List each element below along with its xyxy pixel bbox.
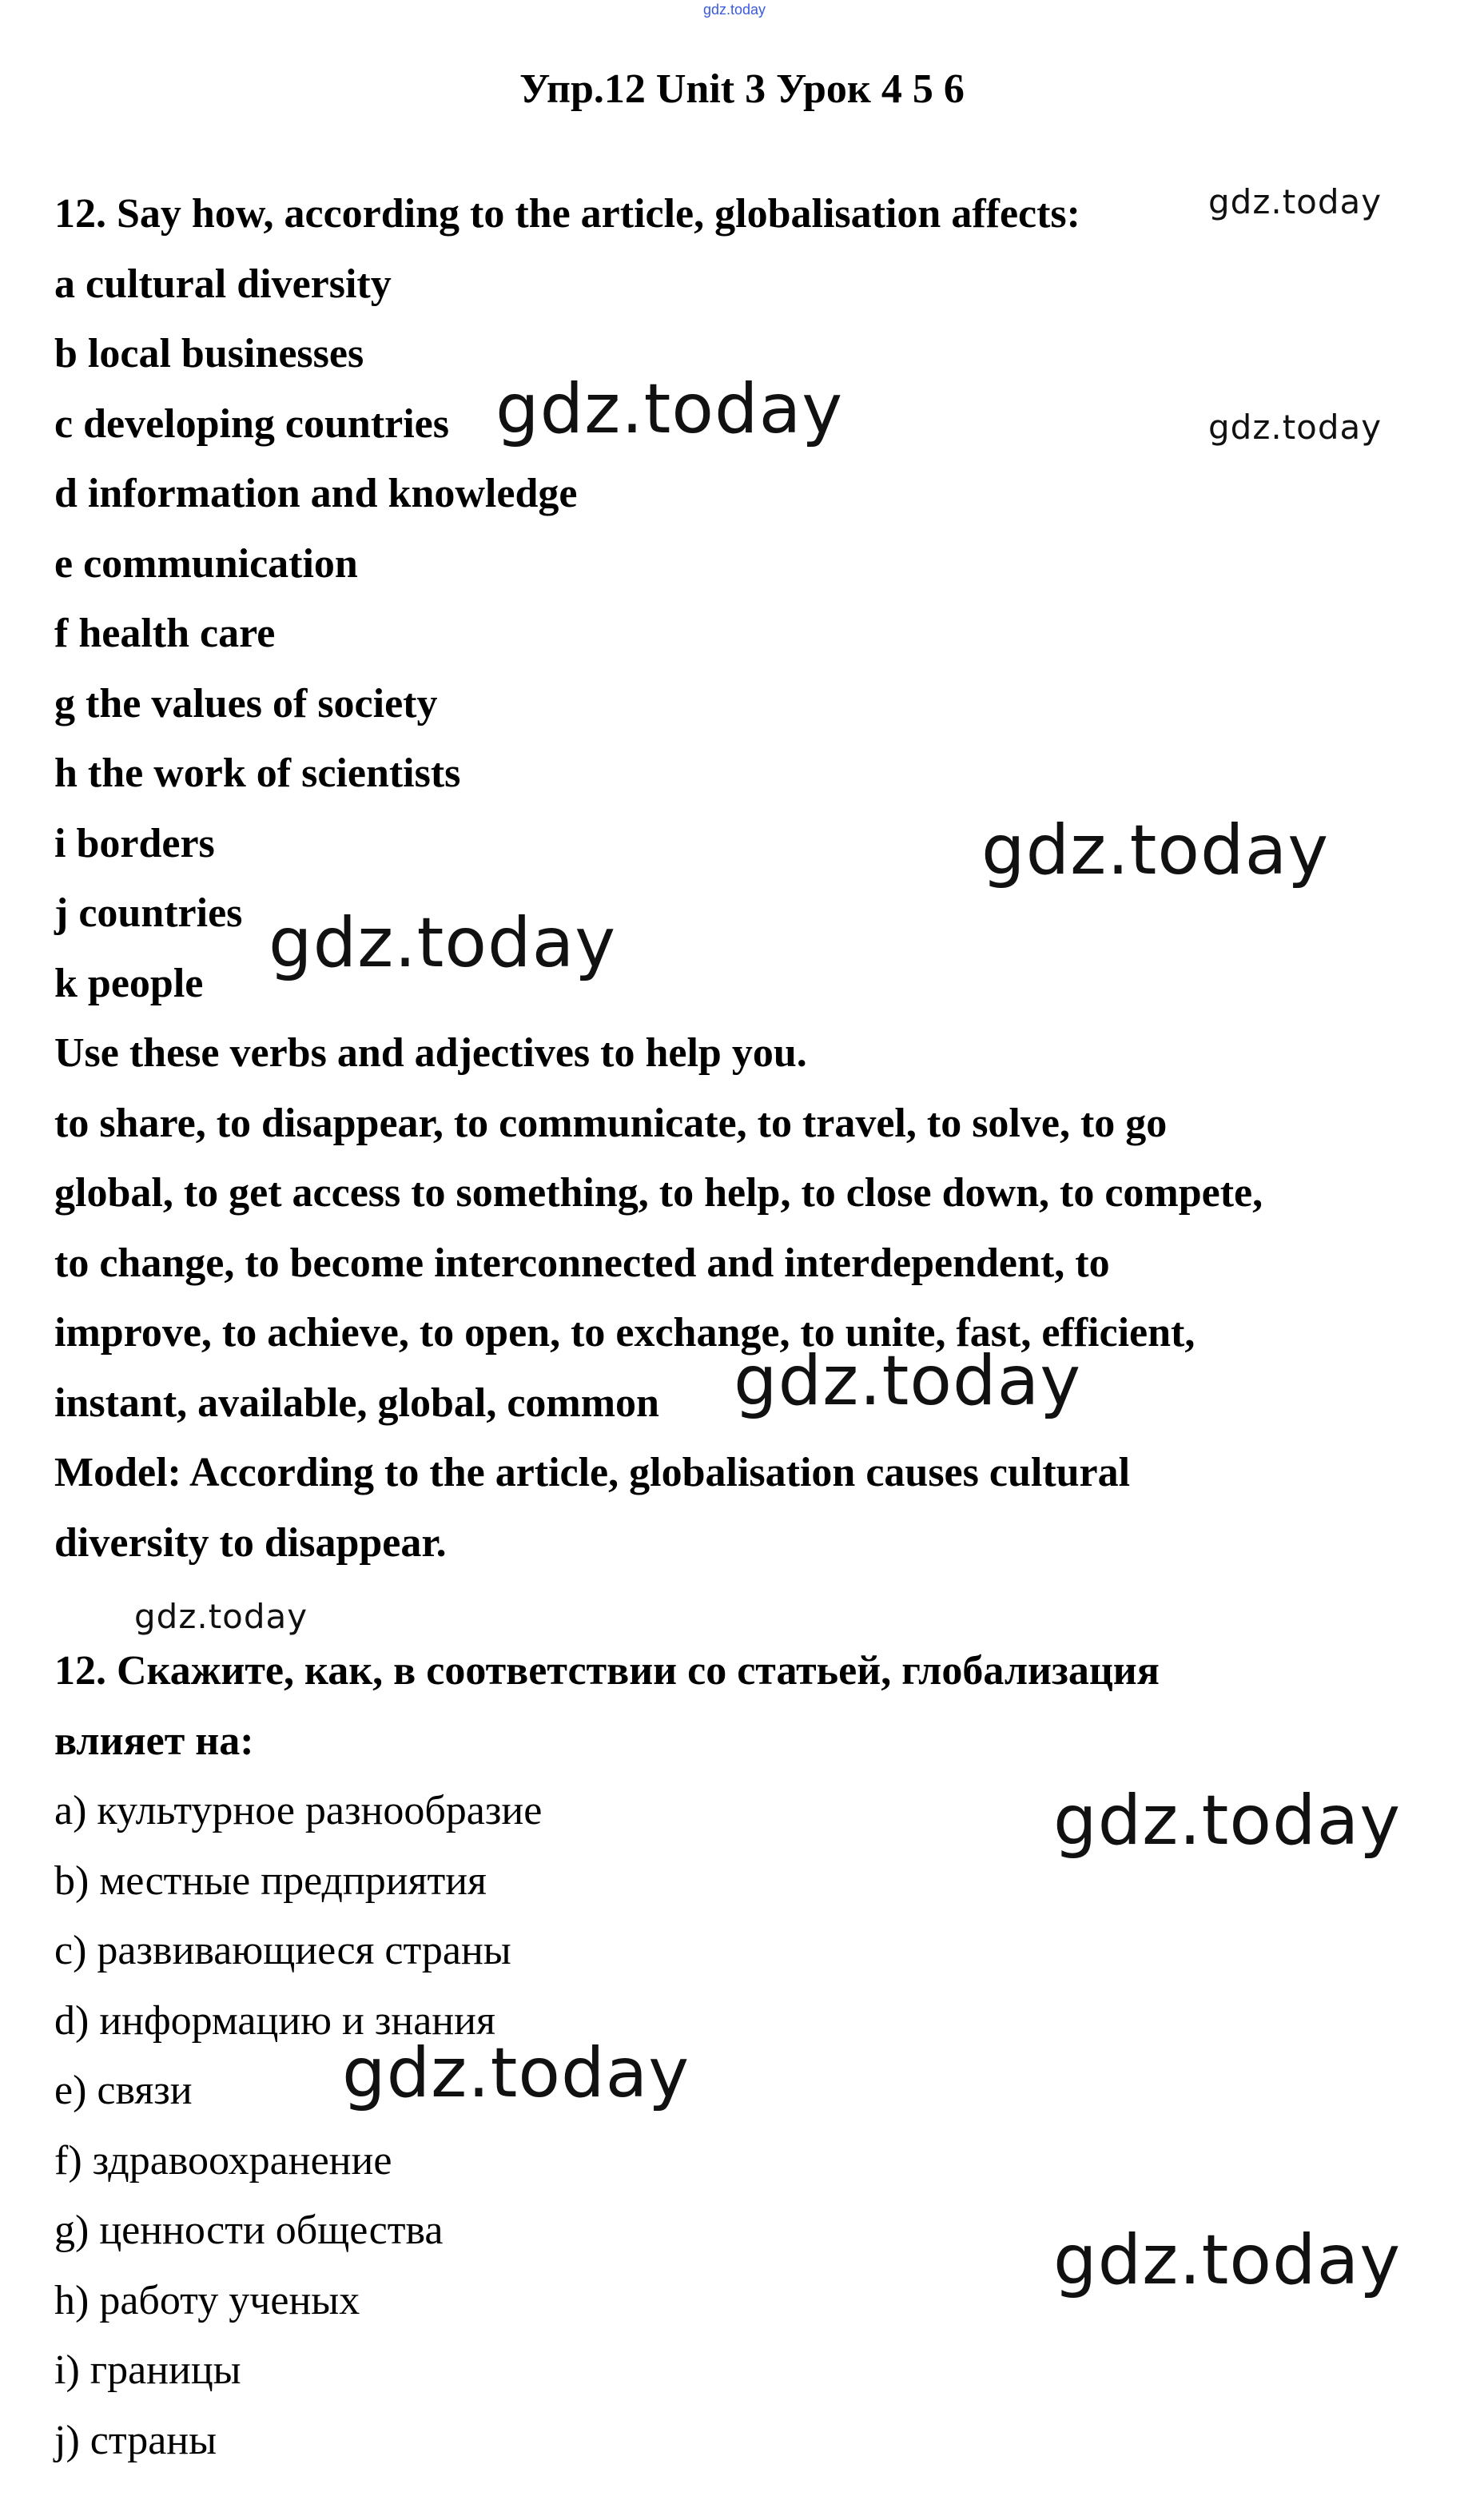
english-item-f: f health care: [54, 611, 276, 656]
russian-task-line-2: влияет на:: [54, 1718, 254, 1764]
watermark: gdz.today: [134, 1597, 308, 1636]
russian-item-g: g) ценности общества: [54, 2207, 444, 2253]
english-item-i: i borders: [54, 820, 215, 866]
watermark: gdz.today: [269, 903, 617, 983]
watermark: gdz.today: [1208, 408, 1383, 447]
top-watermark: gdz.today: [703, 2, 766, 18]
english-item-e: e communication: [54, 540, 358, 587]
english-item-k: k people: [54, 960, 204, 1006]
russian-item-e: e) связи: [54, 2068, 193, 2113]
english-item-a: a cultural diversity: [54, 261, 392, 307]
russian-item-b: b) местные предприятия: [54, 1857, 487, 1904]
english-item-d: d information and knowledge: [54, 471, 578, 516]
page-title: Упр.12 Unit 3 Урок 4 5 6: [519, 66, 965, 112]
watermark: gdz.today: [1208, 182, 1383, 221]
english-instruction: Use these verbs and adjectives to help you.: [54, 1030, 807, 1076]
russian-task-line-1: 12. Скажите, как, в соответствии со статьей, глобализация: [54, 1648, 1160, 1694]
model-line-1: Model: According to the article, globalisation causes cultural: [54, 1450, 1131, 1495]
watermark: gdz.today: [495, 369, 844, 449]
watermark: gdz.today: [734, 1341, 1082, 1421]
russian-item-c: c) развивающиеся страны: [54, 1928, 511, 1973]
model-line-2: diversity to disappear.: [54, 1519, 447, 1566]
russian-task: [54, 1636, 1445, 1776]
word-line-5: instant, available, global, common: [54, 1379, 659, 1426]
russian-item-a: a) культурное разнообразие: [54, 1788, 543, 1833]
russian-item-d: d) информацию и знания: [54, 1997, 495, 2044]
english-task: 12. Say how, according to the article, globalisation affects:: [54, 191, 1080, 237]
russian-item-j: j) страны: [54, 2417, 217, 2463]
russian-item-h: h) работу ученых: [54, 2277, 360, 2323]
word-line-2: global, to get access to something, to help, to close down, to compete,: [54, 1170, 1263, 1216]
english-item-b: b local businesses: [54, 331, 364, 376]
word-line-4: improve, to achieve, to open, to exchange, to unite, fast, efficient,: [54, 1310, 1196, 1356]
watermark: gdz.today: [342, 2033, 690, 2113]
english-item-g: g the values of society: [54, 680, 438, 727]
watermark: gdz.today: [1053, 2220, 1402, 2300]
word-line-1: to share, to disappear, to communicate, to travel, to solve, to go: [54, 1100, 1168, 1146]
russian-item-f: f) здравоохранение: [54, 2137, 392, 2184]
watermark: gdz.today: [981, 810, 1330, 890]
russian-item-i: i) границы: [54, 2347, 241, 2393]
watermark: gdz.today: [1053, 1781, 1402, 1861]
word-line-3: to change, to become interconnected and interdependent, to: [54, 1240, 1110, 1286]
english-item-h: h the work of scientists: [54, 750, 461, 796]
english-item-c: c developing countries: [54, 400, 449, 447]
english-item-j: j countries: [54, 890, 243, 936]
russian-items: [54, 1776, 1445, 2475]
